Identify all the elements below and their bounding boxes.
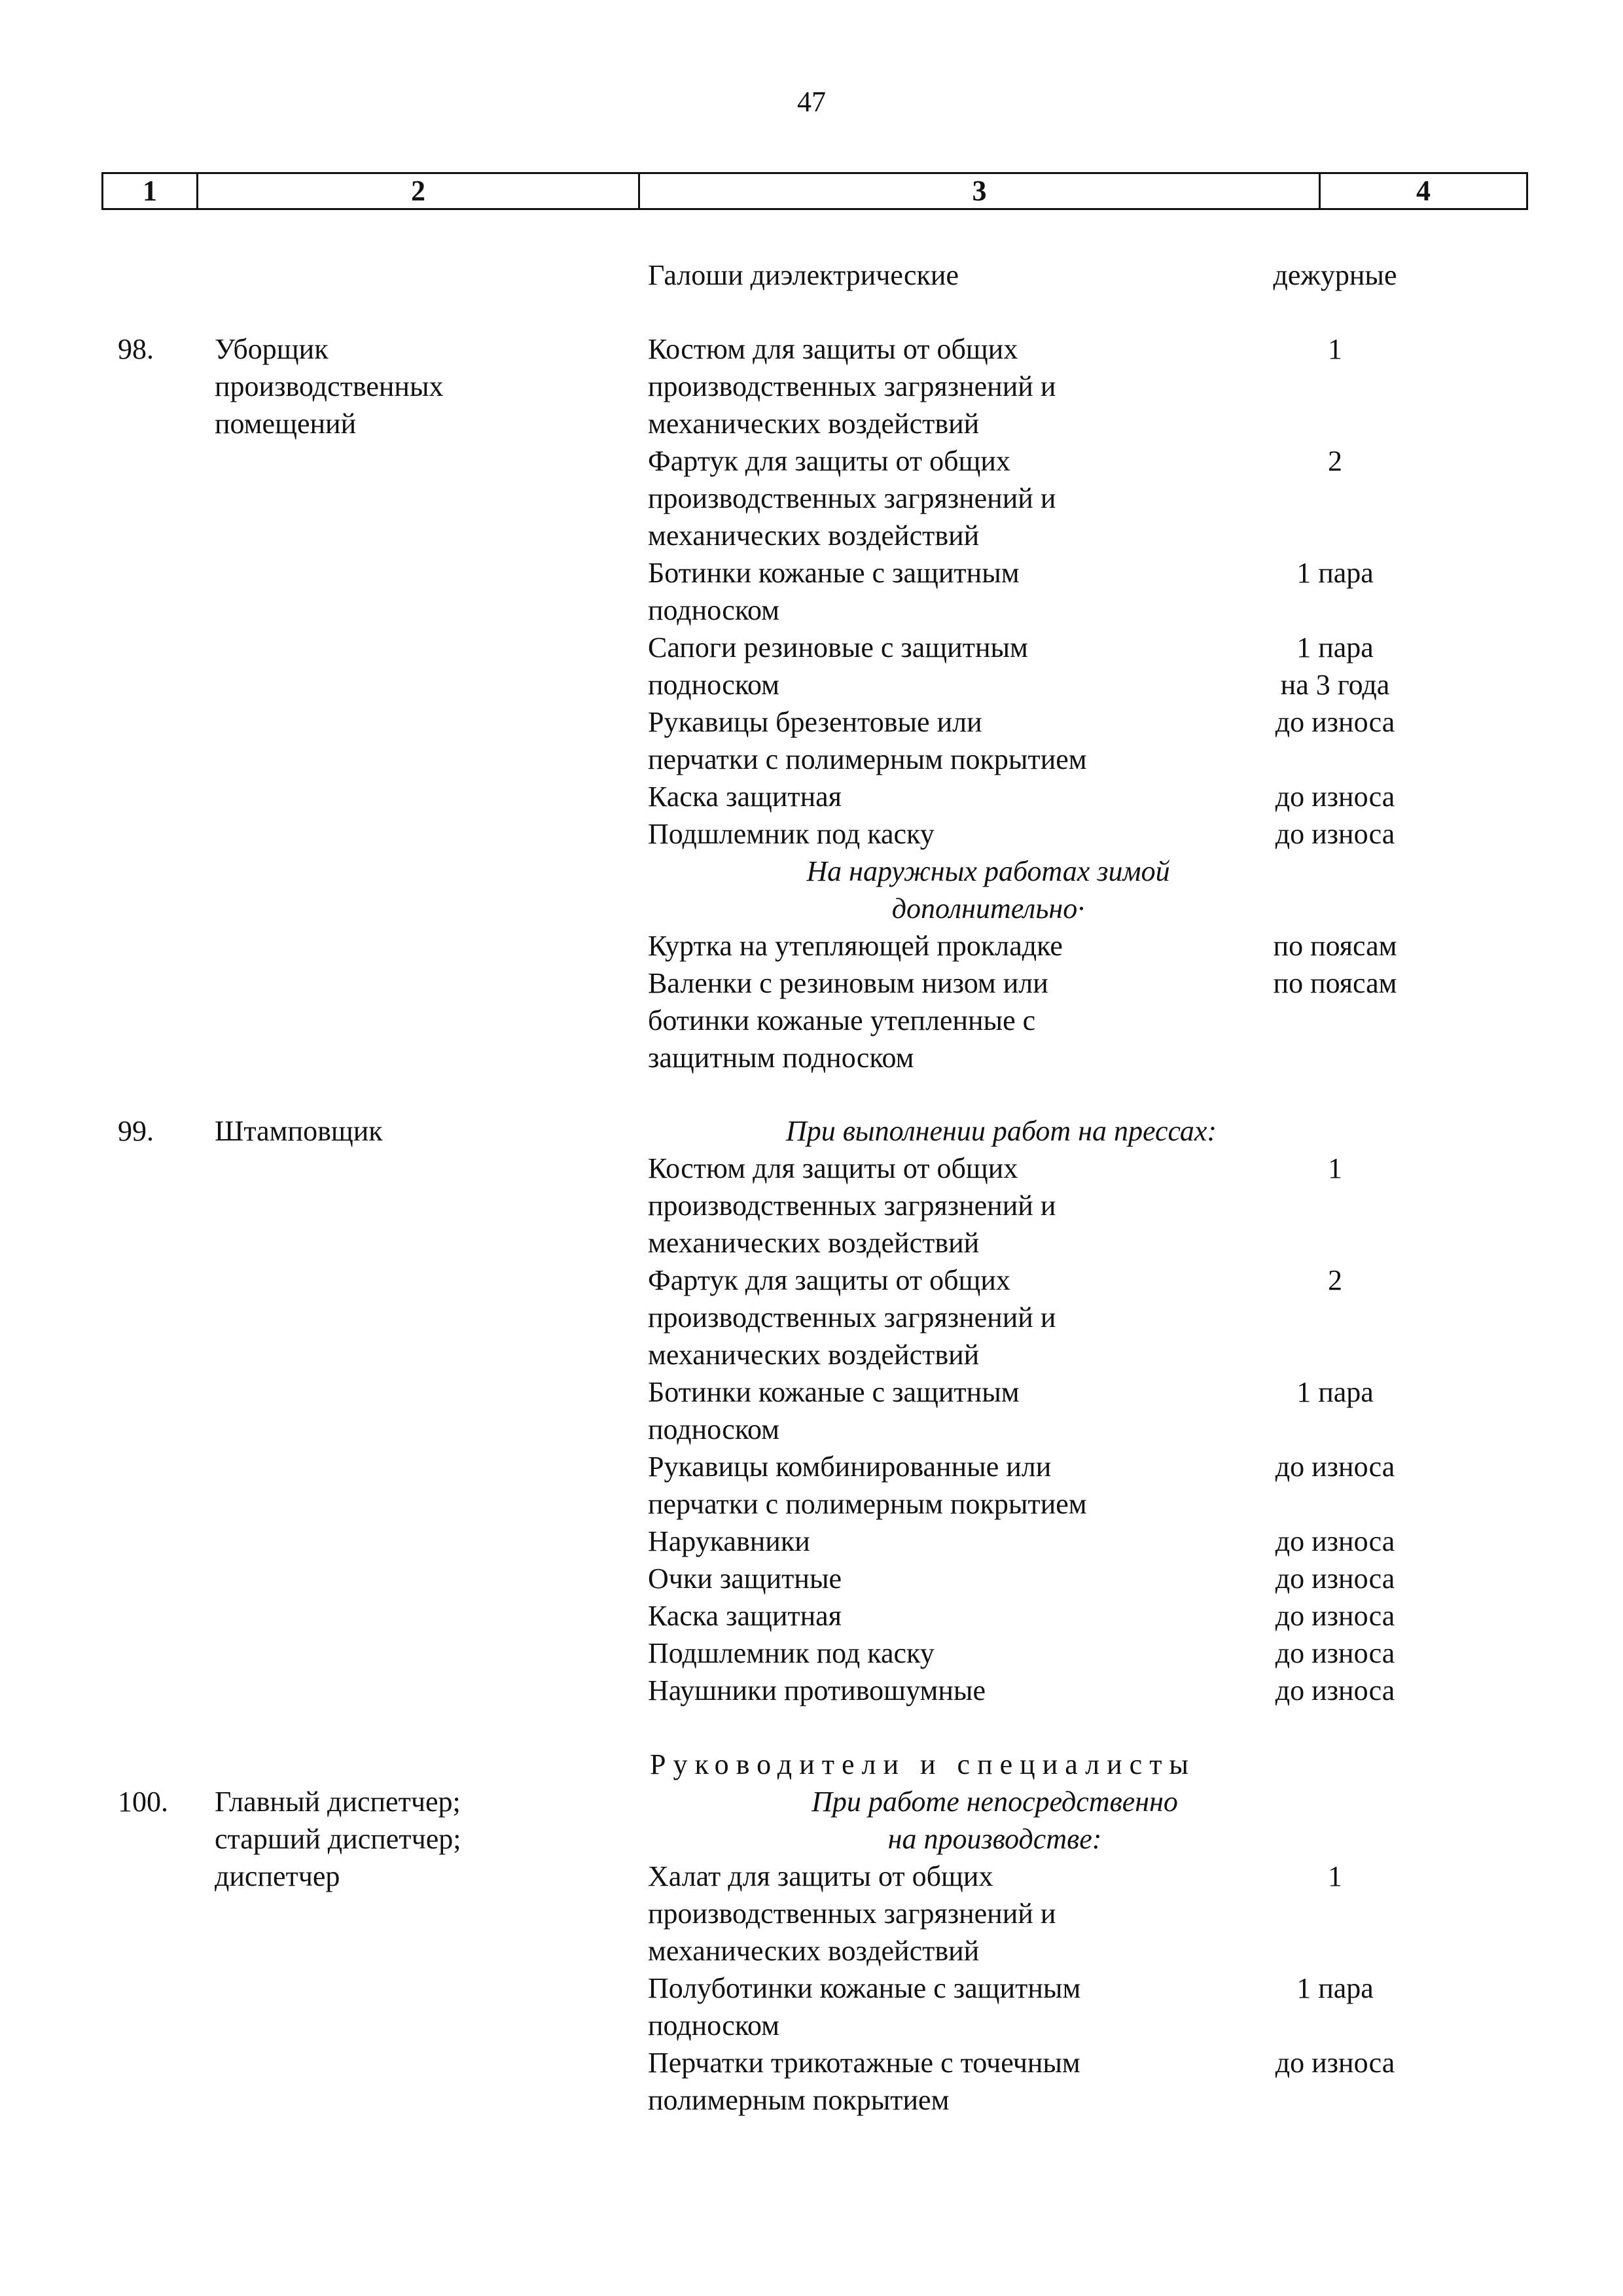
item-norm: до износа — [1275, 1637, 1395, 1669]
item-text: Рукавицы брезентовые или — [648, 706, 982, 738]
profession-line: Главный диспетчер; — [215, 1786, 461, 1818]
item-norm: до износа — [1275, 1563, 1395, 1595]
item-text: ботинки кожаные утепленные с — [648, 1004, 1036, 1036]
item-norm: до износа — [1275, 1600, 1395, 1632]
item-text: подноском — [648, 594, 779, 626]
item-norm: по поясам — [1273, 930, 1397, 962]
item-text: подноском — [648, 2009, 779, 2041]
item-norm: 1 — [1328, 1860, 1342, 1892]
item-text: механических воздействий — [648, 1227, 980, 1259]
section-title: Руководители и специалисты — [649, 1748, 1196, 1780]
item-text: подноском — [648, 1413, 779, 1445]
item-text: Наушники противошумные — [648, 1674, 986, 1706]
item-text: Фартук для защиты от общих — [648, 445, 1010, 477]
item-norm: на 3 года — [1280, 669, 1390, 701]
item-text: Рукавицы комбинированные или — [648, 1451, 1052, 1483]
item-norm: по поясам — [1273, 967, 1397, 999]
header-col-3: 3 — [640, 174, 1321, 208]
item-norm: 1 пара — [1296, 631, 1374, 663]
item-text: механических воздействий — [648, 1935, 980, 1967]
item-norm: 1 пара — [1296, 557, 1374, 589]
item-text: Перчатки трикотажные с точечным — [648, 2047, 1080, 2079]
item-norm: 1 пара — [1296, 1972, 1374, 2004]
item-text: подноском — [648, 669, 779, 701]
item-text: Подшлемник под каску — [648, 818, 935, 850]
item-text: Каска защитная — [648, 1600, 842, 1632]
item-text: механических воздействий — [648, 408, 980, 440]
item-norm: 1 — [1328, 1152, 1342, 1184]
item-text: производственных загрязнений и — [648, 482, 1056, 514]
item-text: полимерным покрытием — [648, 2084, 950, 2116]
profession-line: производственных — [215, 370, 444, 402]
item-text: Костюм для защиты от общих — [648, 1152, 1018, 1184]
subheading: При выполнении работ на прессах: — [785, 1115, 1217, 1147]
item-text: производственных загрязнений и — [648, 370, 1056, 402]
row-number: 100. — [118, 1786, 168, 1818]
item-text: перчатки с полимерным покрытием — [648, 743, 1087, 775]
row-number: 98. — [118, 333, 154, 365]
subheading: При работе непосредственно — [812, 1786, 1178, 1818]
item-norm: до износа — [1275, 706, 1395, 738]
item-text: Костюм для защиты от общих — [648, 333, 1018, 365]
item-norm: дежурные — [1273, 259, 1397, 291]
profession-line: помещений — [215, 408, 357, 440]
item-text: Нарукавники — [648, 1525, 810, 1557]
item-text: Галоши диэлектрические — [648, 259, 959, 291]
item-text: механических воздействий — [648, 520, 980, 552]
header-col-2: 2 — [198, 174, 640, 208]
item-norm: 2 — [1328, 1264, 1342, 1296]
item-text: производственных загрязнений и — [648, 1190, 1056, 1222]
profession-line: старший диспетчер; — [215, 1823, 461, 1855]
item-norm: 1 пара — [1296, 1376, 1374, 1408]
profession-line: Уборщик — [215, 333, 329, 365]
item-text: производственных загрязнений и — [648, 1898, 1056, 1930]
item-text: Фартук для защиты от общих — [648, 1264, 1010, 1296]
page-number: 47 — [797, 86, 826, 118]
subheading: На наружных работах зимой — [806, 855, 1170, 887]
item-text: Валенки с резиновым низом или — [648, 967, 1048, 999]
item-norm: до износа — [1275, 1525, 1395, 1557]
item-text: механических воздействий — [648, 1339, 980, 1371]
item-norm: до износа — [1275, 781, 1395, 813]
item-norm: до износа — [1275, 2047, 1395, 2079]
row-number: 99. — [118, 1115, 154, 1147]
item-text: перчатки с полимерным покрытием — [648, 1488, 1087, 1520]
item-text: Ботинки кожаные с защитным — [648, 557, 1020, 589]
item-text: Куртка на утепляющей прокладке — [648, 930, 1063, 962]
profession-line: Штамповщик — [215, 1115, 383, 1147]
item-text: Халат для защиты от общих — [648, 1860, 993, 1892]
item-text: Каска защитная — [648, 781, 842, 813]
subheading: на производстве: — [887, 1823, 1102, 1855]
header-col-4: 4 — [1416, 175, 1431, 207]
item-text: Полуботинки кожаные с защитным — [648, 1972, 1081, 2004]
item-text: производственных загрязнений и — [648, 1301, 1056, 1333]
item-text: Очки защитные — [648, 1563, 842, 1595]
item-norm: до износа — [1275, 1451, 1395, 1483]
item-norm: до износа — [1275, 818, 1395, 850]
item-norm: до износа — [1275, 1674, 1395, 1706]
subheading: дополнительно· — [891, 892, 1085, 925]
item-text: Сапоги резиновые с защитным — [648, 631, 1028, 663]
table-header — [101, 172, 1528, 210]
header-col-1: 1 — [103, 174, 198, 208]
item-norm: 1 — [1328, 333, 1342, 365]
item-norm: 2 — [1328, 445, 1342, 477]
item-text: Ботинки кожаные с защитным — [648, 1376, 1020, 1408]
item-text: защитным подноском — [648, 1042, 914, 1074]
profession-line: диспетчер — [215, 1860, 340, 1892]
item-text: Подшлемник под каску — [648, 1637, 935, 1669]
